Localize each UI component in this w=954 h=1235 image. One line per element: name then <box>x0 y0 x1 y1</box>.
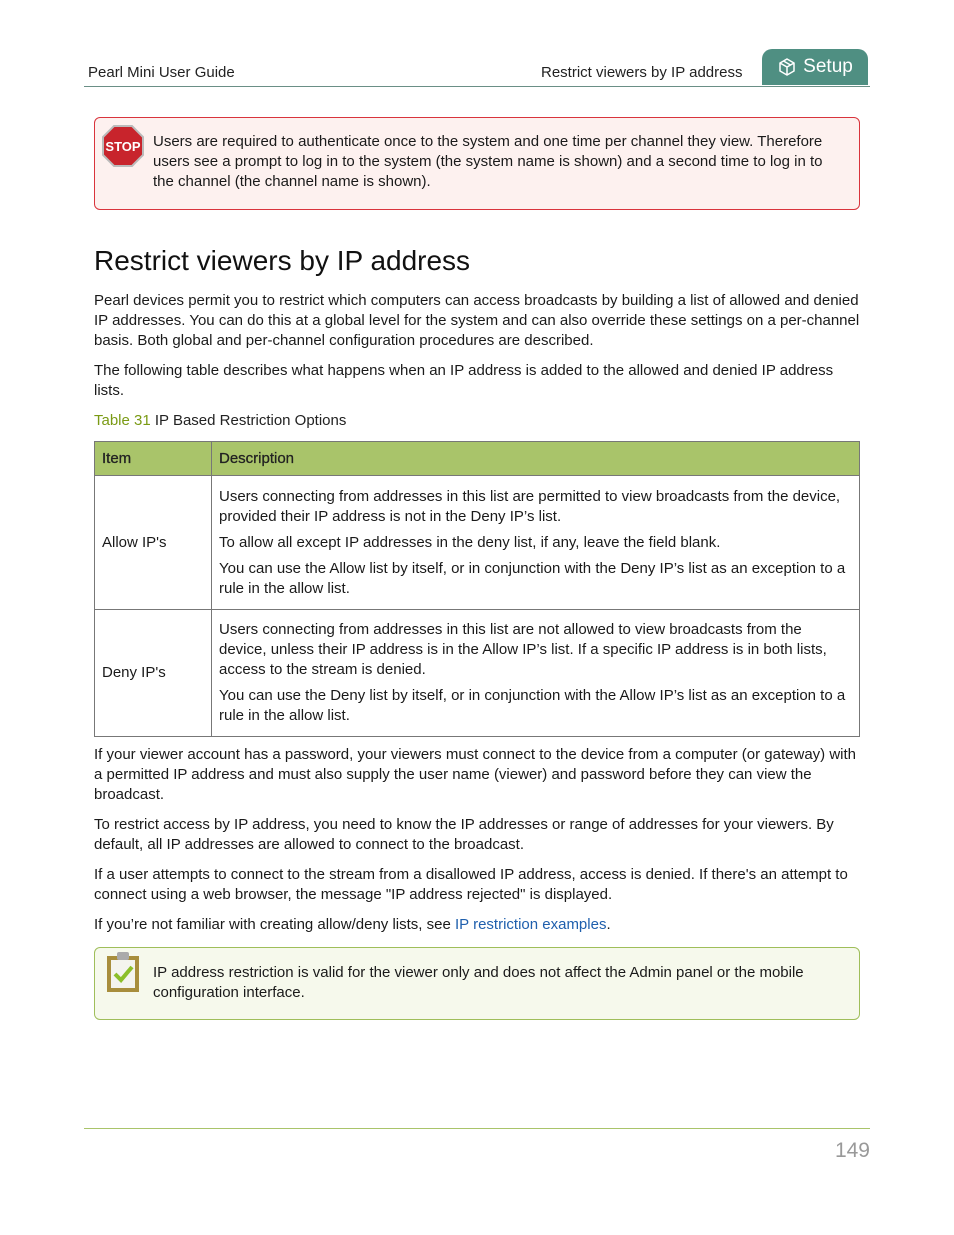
description-text: You can use the Deny list by itself, or in conjunction with the Allow IP’s list as an exception to a rule in the allow list. <box>219 687 846 724</box>
intro-paragraph: The following table describes what happens when an IP address is added to the allowed and denied IP address lists. <box>94 362 834 399</box>
link-paragraph <box>94 915 860 935</box>
section-title: Restrict viewers by IP address <box>541 64 743 81</box>
guide-title: Pearl Mini User Guide <box>88 64 235 81</box>
table-caption <box>94 411 346 431</box>
table-caption-text: IP Based Restriction Options <box>150 412 347 429</box>
table-number: Table 31 <box>94 412 151 429</box>
table-header-row <box>95 442 860 476</box>
link-suffix: . <box>606 916 611 933</box>
body-paragraph: If a user attempts to connect to the stream from a disallowed IP address, access is denied. If there's an attempt to connect using a web browser, the message "IP address rejected" is displayed. <box>94 866 848 903</box>
description-cell <box>212 476 860 610</box>
page-title: Restrict viewers by IP address <box>94 245 471 276</box>
link-prefix: If you’re not familiar with creating allow/deny lists, see <box>94 916 455 933</box>
stop-sign-icon <box>101 124 145 168</box>
table-row <box>95 476 860 610</box>
page-number: 149 <box>834 1139 870 1162</box>
body-paragraph: To restrict access by IP address, you need to know the IP addresses or range of addresses for your viewers. By default, all IP addresses are allowed to connect to the broadcast. <box>94 816 834 853</box>
warning-note <box>94 117 860 210</box>
box-icon <box>777 57 797 77</box>
description-text: You can use the Allow list by itself, or in conjunction with the Deny IP’s list as an exception to a rule in the allow list. <box>219 559 846 597</box>
item-cell: Deny IP's <box>95 610 212 737</box>
footer-divider <box>84 1128 870 1129</box>
column-header: Item <box>95 442 212 476</box>
description-text: To allow all except IP addresses in the deny list, if any, leave the field blank. <box>219 533 721 551</box>
description-cell <box>212 610 860 737</box>
body-paragraph: If your viewer account has a password, your viewers must connect to the device from a computer (or gateway) with a permitted IP address and must also supply the user name (viewer) and password before they can view the broadcast. <box>94 746 856 803</box>
setup-tab[interactable] <box>762 49 868 85</box>
info-text: IP address restriction is valid for the viewer only and does not affect the Admin panel or the mobile configuration interface. <box>153 964 804 1001</box>
clipboard-check-icon <box>105 950 141 994</box>
column-header: Description <box>212 442 860 476</box>
warning-text: Users are required to authenticate once to the system and one time per channel they view. Therefore users see a prompt to log in to the system (the system name is shown) and a second time to log in to the channel (the channel name is shown). <box>153 133 823 190</box>
item-cell: Allow IP's <box>95 476 212 610</box>
description-text: Users connecting from addresses in this list are permitted to view broadcasts from the device, provided their IP address is not in the Deny IP’s list. <box>219 487 841 525</box>
header-divider <box>84 86 870 87</box>
table-row <box>95 610 860 737</box>
info-note <box>94 947 860 1020</box>
svg-text:STOP: STOP <box>105 139 141 154</box>
restriction-table <box>94 441 860 737</box>
setup-label: Setup <box>803 56 853 77</box>
ip-restriction-examples-link[interactable]: IP restriction examples <box>455 916 607 933</box>
intro-paragraph: Pearl devices permit you to restrict which computers can access broadcasts by building a list of allowed and denied IP addresses. You can do this at a global level for the system and can also override these settings on a per-channel basis. Both global and per-channel configuration procedures are described. <box>94 292 860 349</box>
description-text: Users connecting from addresses in this list are not allowed to view broadcasts from the device, unless their IP address is in the Allow IP’s list. If a specific IP address is in both lists, access to the stream is denied. <box>219 621 827 678</box>
